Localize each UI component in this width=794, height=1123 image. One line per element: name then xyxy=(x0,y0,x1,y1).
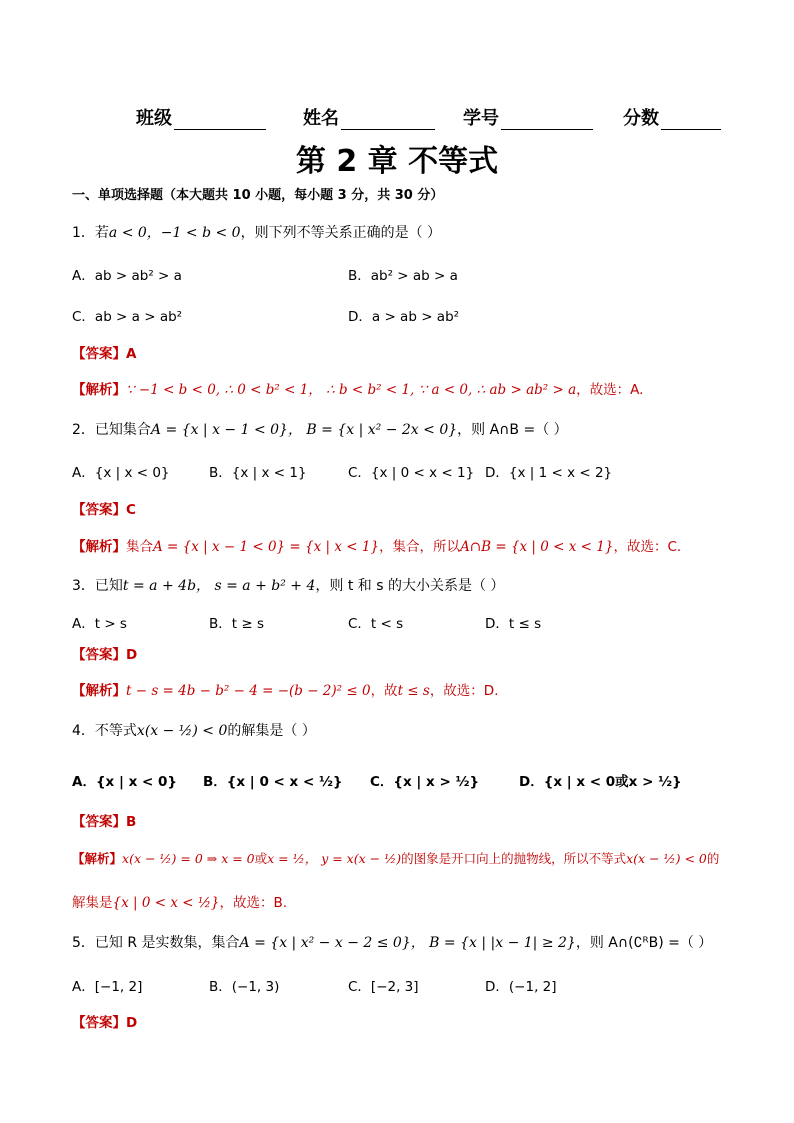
analysis-math: x = ½， y = x(x − ½) xyxy=(267,851,402,866)
student-id-label: 学号 xyxy=(463,108,499,129)
question-5-option-d[interactable]: D．(−1, 2] xyxy=(485,979,557,995)
question-1-answer xyxy=(72,342,136,362)
question-4-option-c[interactable]: C．{x | x > ½} xyxy=(370,774,480,790)
analysis-text: ，故选：C. xyxy=(613,539,682,555)
answer-value: D xyxy=(126,647,138,663)
question-math: A = {x | x² − x − 2 ≤ 0}， B = {x | |x − 1| ≥ 2} xyxy=(239,935,576,951)
question-text: ，则下列不等关系正确的是（ ） xyxy=(240,225,442,241)
student-id-blank[interactable] xyxy=(501,111,593,130)
class-blank[interactable] xyxy=(174,111,266,130)
question-4-analysis-line2 xyxy=(72,891,287,911)
answer-value: A xyxy=(126,346,137,362)
answer-tag: 【答案】 xyxy=(72,814,126,830)
question-text: ，则 t 和 s 的大小关系是（ ） xyxy=(315,578,505,594)
question-1-option-b[interactable]: B．ab² > ab > a xyxy=(348,268,458,284)
answer-tag: 【答案】 xyxy=(72,1015,126,1031)
score-label: 分数 xyxy=(623,108,659,129)
question-3-stem xyxy=(72,575,504,595)
analysis-text: ，集合，所以 xyxy=(379,539,461,555)
question-3-option-c[interactable]: C．t < s xyxy=(348,616,404,632)
analysis-tag: 【解析】 xyxy=(72,539,126,555)
answer-tag: 【答案】 xyxy=(72,346,126,362)
analysis-tag: 【解析】 xyxy=(72,683,126,699)
question-4-answer xyxy=(72,810,136,830)
question-1-option-a[interactable]: A．ab > ab² > a xyxy=(72,268,182,284)
answer-tag: 【答案】 xyxy=(72,502,126,518)
answer-value: D xyxy=(126,1015,138,1031)
question-text: 5．已知 R 是实数集，集合 xyxy=(72,935,240,951)
question-2-option-c[interactable]: C．{x | 0 < x < 1} xyxy=(348,465,475,481)
score-blank[interactable] xyxy=(661,111,721,130)
question-text: 2．已知集合 xyxy=(72,422,151,438)
analysis-text: ，故 xyxy=(370,683,398,699)
section-heading: 一、单项选择题（本大题共 10 小题，每小题 3 分，共 30 分） xyxy=(72,188,444,203)
question-1-option-c[interactable]: C．ab > a > ab² xyxy=(72,309,183,325)
question-5-option-c[interactable]: C．[−2, 3] xyxy=(348,979,419,995)
name-blank[interactable] xyxy=(341,111,435,130)
analysis-math: t ≤ s xyxy=(397,683,430,699)
class-field xyxy=(136,104,266,130)
answer-tag: 【答案】 xyxy=(72,647,126,663)
question-text: ，则 A∩(∁ᴿB) =（ ） xyxy=(575,935,713,951)
question-2-answer xyxy=(72,498,136,518)
analysis-text: 解集是 xyxy=(72,895,113,911)
question-5-answer xyxy=(72,1011,137,1031)
analysis-math: ∵ −1 < b < 0, ∴ 0 < b² < 1， ∴ b < b² < 1, ∵ a < 0, ∴ ab > ab² > a xyxy=(126,382,577,398)
question-math: x(x − ½) < 0 xyxy=(136,723,228,739)
analysis-tag: 【解析】 xyxy=(72,382,126,398)
analysis-text: 集合 xyxy=(126,539,153,555)
question-text: ，则 A∩B =（ ） xyxy=(457,422,568,438)
student-id-field xyxy=(463,104,593,130)
question-2-stem xyxy=(72,419,568,439)
analysis-text: 的图象是开口向上的抛物线，所以不等式 xyxy=(401,851,627,866)
analysis-text: 的 xyxy=(706,851,720,866)
analysis-math: A = {x | x − 1 < 0} = {x | x < 1} xyxy=(153,539,380,555)
question-2-option-b[interactable]: B．{x | x < 1} xyxy=(209,465,307,481)
question-3-option-a[interactable]: A．t > s xyxy=(72,616,127,632)
question-math: a < 0，−1 < b < 0 xyxy=(108,225,241,241)
analysis-math: {x | 0 < x < ½} xyxy=(112,895,220,911)
question-text: 4．不等式 xyxy=(72,723,137,739)
analysis-math: x(x − ½) = 0 ⇒ x = 0 xyxy=(122,851,255,866)
question-1-stem xyxy=(72,222,441,242)
class-label: 班级 xyxy=(136,108,172,129)
question-math: A = {x | x − 1 < 0}， B = {x | x² − 2x < 0} xyxy=(150,422,458,438)
page-title: 第 2 章 不等式 xyxy=(295,144,499,179)
question-5-stem xyxy=(72,932,712,952)
question-5-option-a[interactable]: A．[−1, 2] xyxy=(72,979,143,995)
question-3-analysis xyxy=(72,679,499,699)
analysis-math: x(x − ½) < 0 xyxy=(626,851,707,866)
name-field xyxy=(303,104,435,130)
question-1-option-d[interactable]: D．a > ab > ab² xyxy=(348,309,460,325)
question-text: 3．已知 xyxy=(72,578,123,594)
analysis-text: ，故选：B. xyxy=(219,895,288,911)
question-3-option-d[interactable]: D．t ≤ s xyxy=(485,616,542,632)
question-3-answer xyxy=(72,643,137,663)
question-3-option-b[interactable]: B．t ≥ s xyxy=(209,616,264,632)
analysis-text: ，故选：D. xyxy=(429,683,499,699)
question-2-option-d[interactable]: D．{x | 1 < x < 2} xyxy=(485,465,613,481)
answer-value: B xyxy=(126,814,137,830)
question-2-option-a[interactable]: A．{x | x < 0} xyxy=(72,465,170,481)
question-text: 的解集是（ ） xyxy=(227,723,316,739)
question-4-stem xyxy=(72,720,316,740)
question-4-analysis xyxy=(72,849,719,867)
analysis-tag: 【解析】 xyxy=(72,851,123,866)
question-4-option-a[interactable]: A．{x | x < 0} xyxy=(72,774,178,790)
question-5-option-b[interactable]: B．(−1, 3) xyxy=(209,979,280,995)
answer-value: C xyxy=(126,502,136,518)
question-4-option-b[interactable]: B．{x | 0 < x < ½} xyxy=(203,774,343,790)
question-text: 1．若 xyxy=(72,225,109,241)
question-4-option-d[interactable]: D．{x | x < 0或x > ½} xyxy=(519,774,682,790)
question-1-analysis xyxy=(72,378,643,398)
question-math: t = a + 4b， s = a + b² + 4 xyxy=(122,578,316,594)
name-label: 姓名 xyxy=(303,108,339,129)
score-field xyxy=(623,104,721,130)
question-2-analysis xyxy=(72,535,681,555)
analysis-text: 或 xyxy=(254,851,268,866)
analysis-math: A∩B = {x | 0 < x < 1} xyxy=(460,539,614,555)
analysis-math: t − s = 4b − b² − 4 = −(b − 2)² ≤ 0 xyxy=(126,683,371,699)
analysis-text: ，故选：A. xyxy=(576,382,644,398)
